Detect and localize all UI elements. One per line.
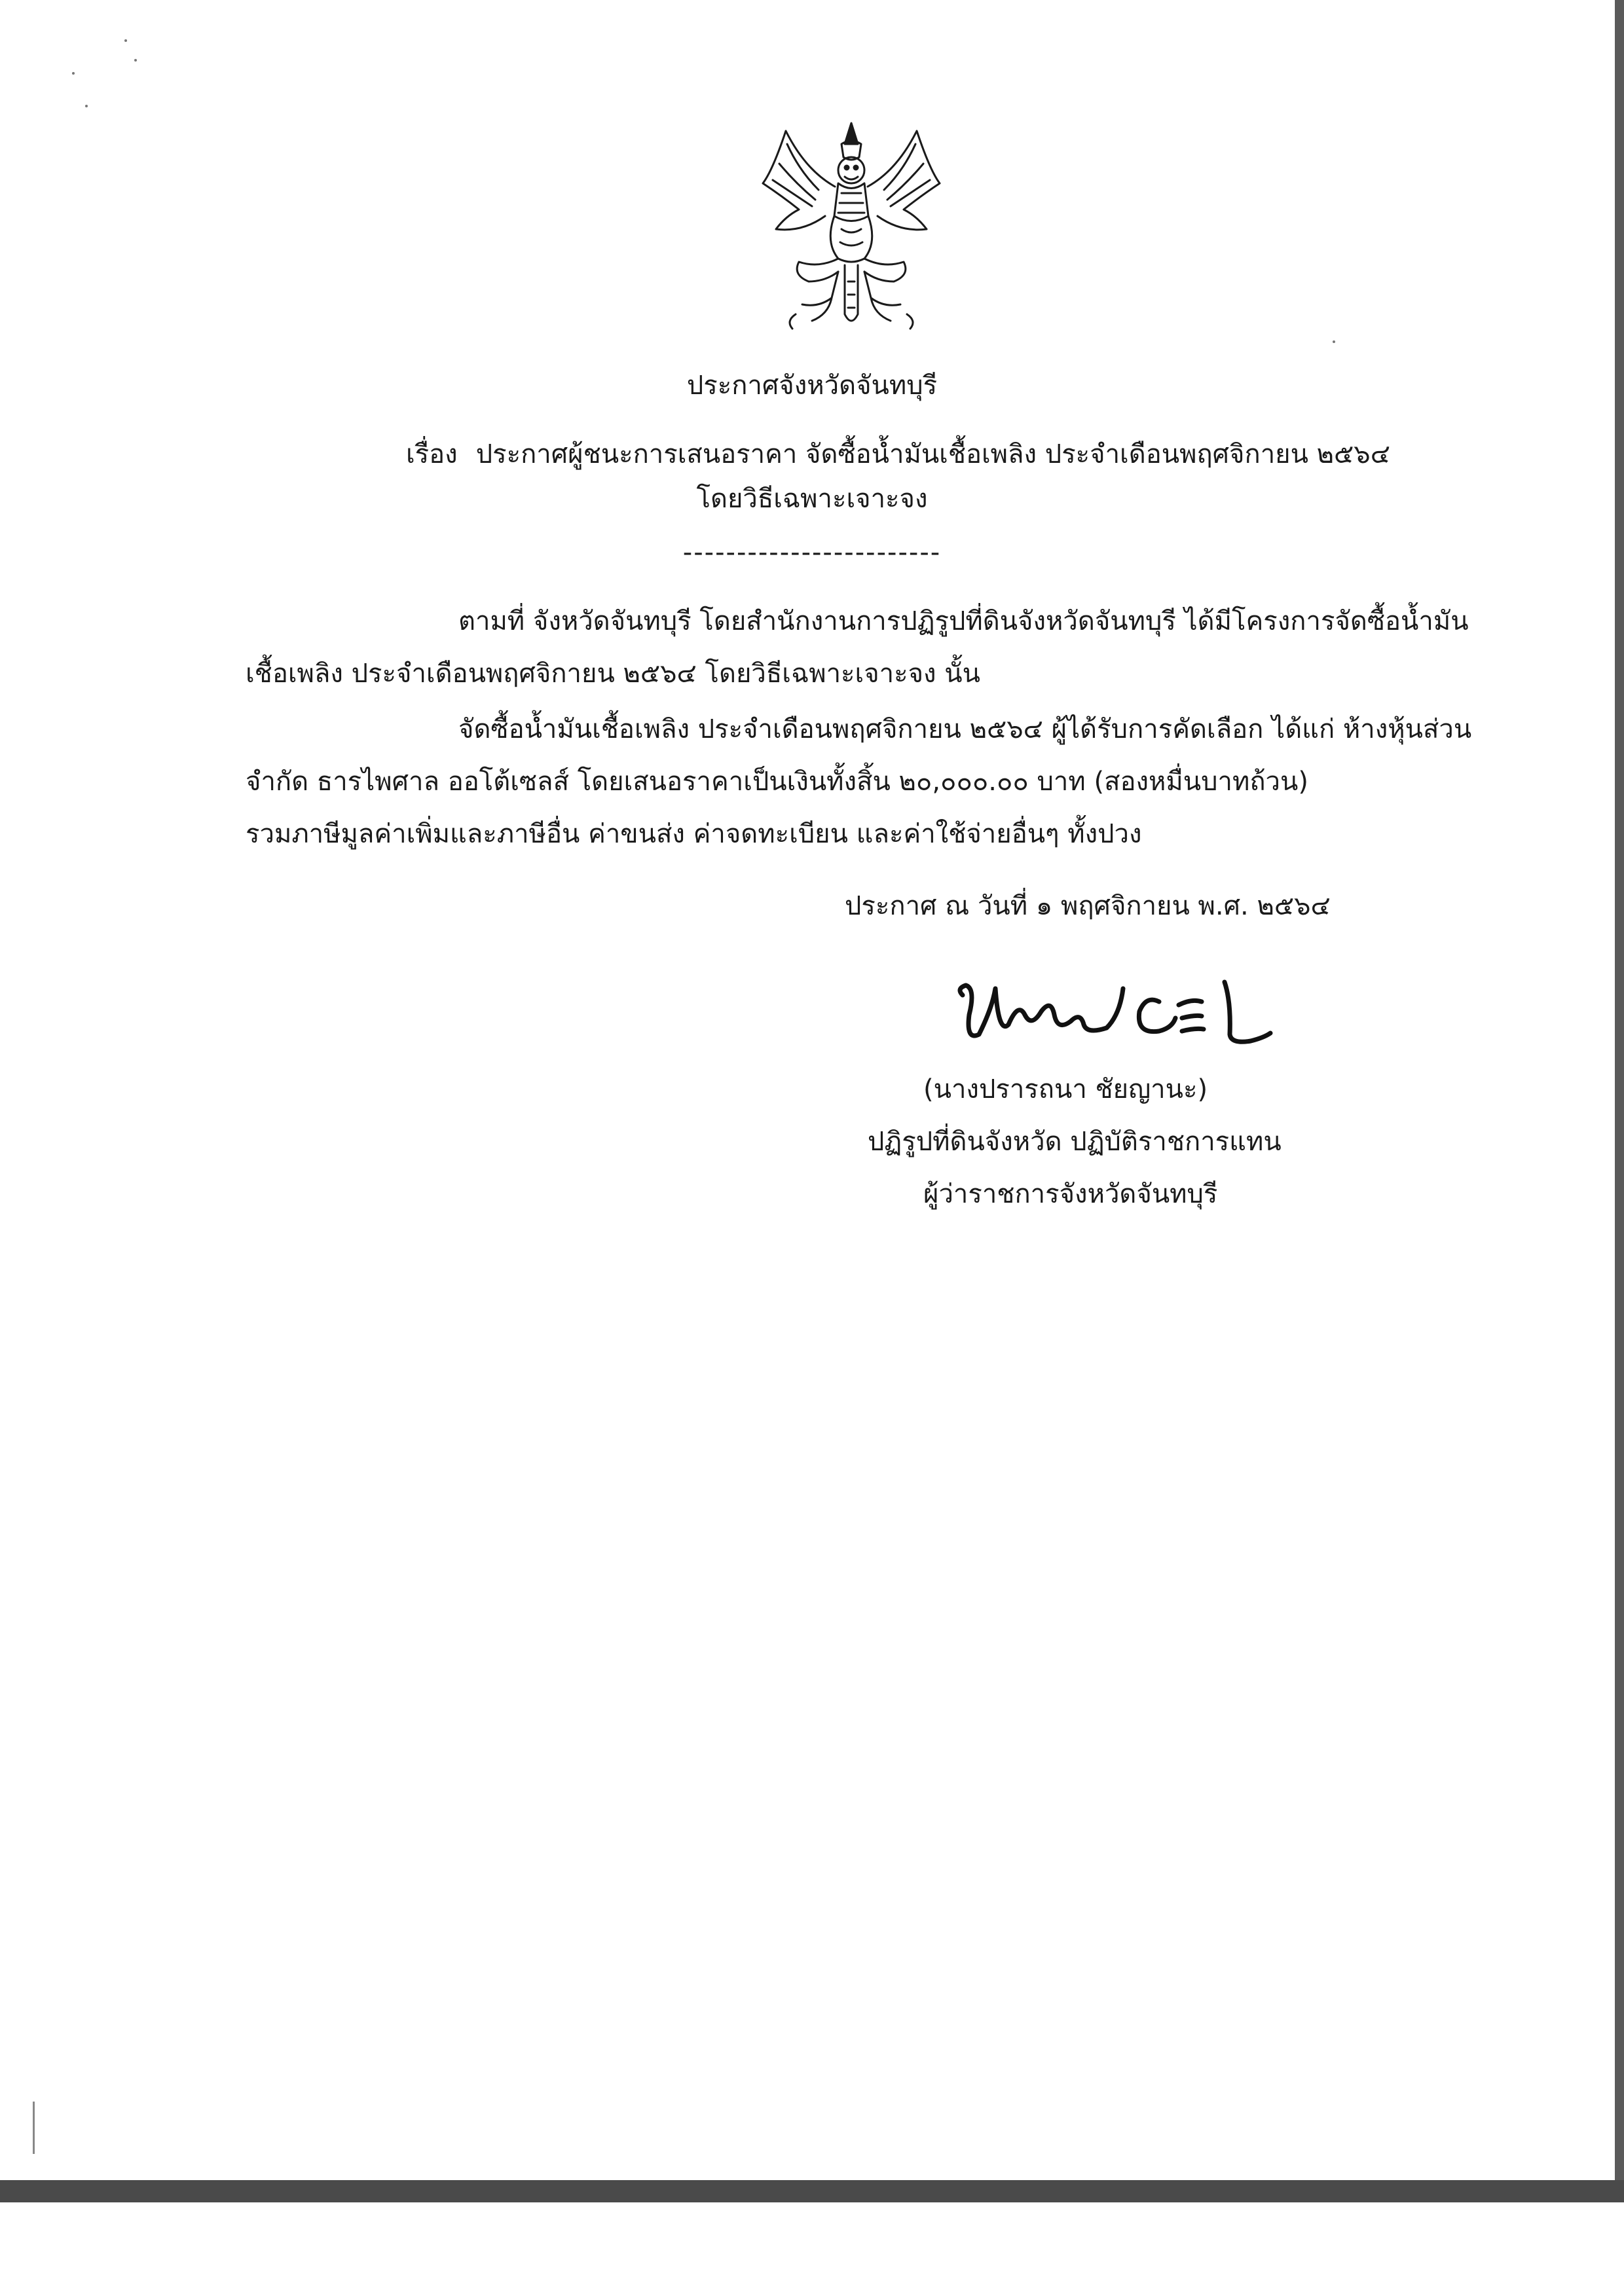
scan-speck [85,105,88,107]
divider-line: ------------------------ [682,538,942,568]
paragraph-2-line-3: รวมภาษีมูลค่าเพิ่มและภาษีอื่น ค่าขนส่ง ค่าจดทะเบียน และค่าใช้จ่ายอื่นๆ ทั้งปวง [246,819,1142,849]
garuda-emblem-icon [747,118,956,334]
scan-right-edge [1615,0,1624,2180]
scan-speck [124,39,127,42]
scan-mark [33,2102,35,2154]
announcement-date: ประกาศ ณ วันที่ ๑ พฤศจิกายน พ.ศ. ๒๕๖๔ [845,891,1331,921]
scan-bottom-band [0,2180,1624,2202]
paragraph-1-line-1: ตามที่ จังหวัดจันทบุรี โดยสำนักงานการปฏิรูปที่ดินจังหวัดจันทบุรี ได้มีโครงการจัดซื้อน้ำมัน [458,606,1469,636]
subject-text: ประกาศผู้ชนะการเสนอราคา จัดซื้อน้ำมันเชื้อเพลิง ประจำเดือนพฤศจิกายน ๒๕๖๔ [475,439,1390,469]
paragraph-2-line-2: จำกัด ธารไพศาล ออโต้เซลส์ โดยเสนอราคาเป็นเงินทั้งสิ้น ๒๐,๐๐๐.๐๐ บาท (สองหมื่นบาทถ้วน) [246,767,1308,797]
handwritten-signature [943,962,1277,1061]
scan-speck [1333,340,1335,343]
signer-position: ปฏิรูปที่ดินจังหวัด ปฏิบัติราชการแทน [868,1127,1282,1157]
paragraph-2-line-1: จัดซื้อน้ำมันเชื้อเพลิง ประจำเดือนพฤศจิกายน ๒๕๖๔ ผู้ได้รับการคัดเลือก ได้แก่ ห้างหุ้นส่วน [458,714,1472,744]
subject-label: เรื่อง [406,439,458,469]
document-title: ประกาศจังหวัดจันทบุรี [686,371,938,401]
scan-margin [0,2202,1624,2296]
subject-line [406,439,1390,470]
paragraph-1-line-2: เชื้อเพลิง ประจำเดือนพฤศจิกายน ๒๕๖๔ โดยวิธีเฉพาะเจาะจง นั้น [246,659,980,689]
scan-speck [134,59,137,62]
subject-continuation: โดยวิธีเฉพาะเจาะจง [696,484,928,514]
signer-name: (นางปรารถนา ชัยญานะ) [923,1074,1208,1104]
scan-speck [72,72,75,75]
signer-office: ผู้ว่าราชการจังหวัดจันทบุรี [923,1179,1218,1209]
